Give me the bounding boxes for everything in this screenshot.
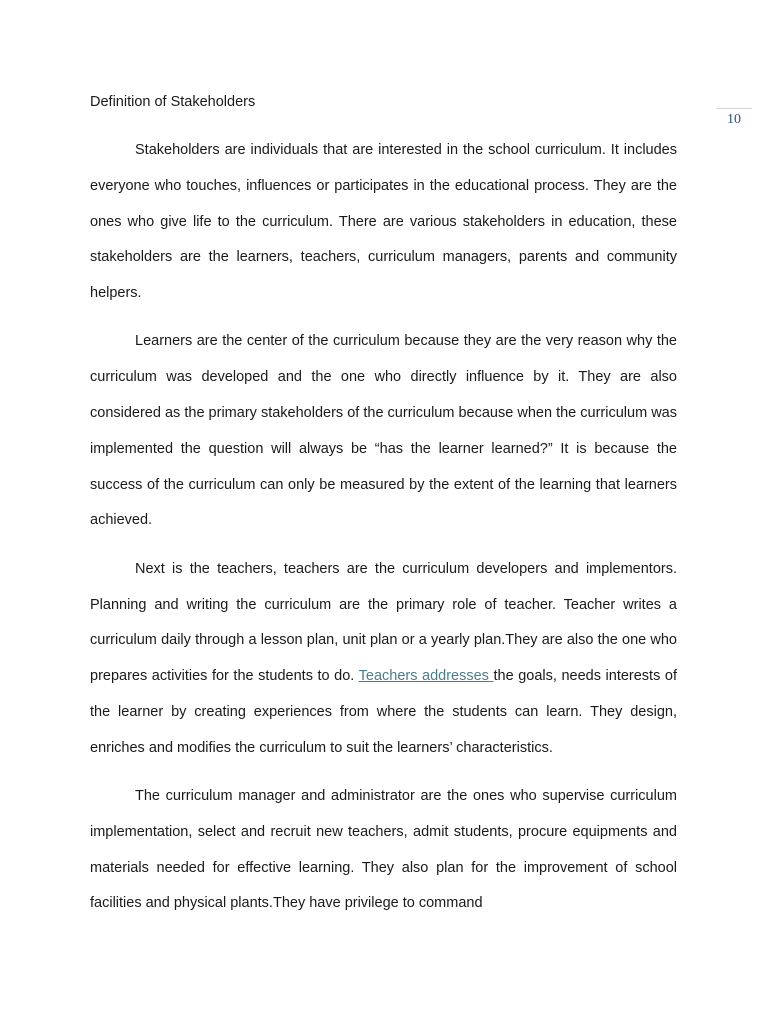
paragraph-teachers bbox=[90, 552, 677, 767]
paragraph-teachers-text-before: Next is the teachers, teachers are the curriculum developers and implementors. Planning and writing the curriculum are the primary role of teacher. Teacher writes a curriculum daily through a lesson plan, unit plan or a yearly plan.They are also the one who prepares activities for the students to do. bbox=[90, 560, 677, 685]
paragraph-teachers-text-after: the goals, needs interests of the learner by creating experiences from where the students can learn. They design, enriches and modifies the curriculum to suit the learners’ characteristics. bbox=[90, 668, 677, 756]
paragraph-curriculum-manager: The curriculum manager and administrator are the ones who supervise curriculum implementation, select and recruit new teachers, admit students, procure equipments and materials needed for effective learning. They also plan for the improvement of school facilities and physical plants.They have privilege to command bbox=[90, 788, 677, 912]
paragraph-stakeholders-intro: Stakeholders are individuals that are interested in the school curriculum. It includes everyone who touches, influences or participates in the educational process. They are the ones who give life to the curriculum. There are various stakeholders in education, these stakeholders are the learners, teachers, curriculum managers, parents and community helpers. bbox=[90, 142, 677, 302]
body-text bbox=[90, 133, 677, 935]
teachers-addresses-link[interactable]: Teachers addresses bbox=[358, 668, 494, 685]
page-number: 10 bbox=[716, 108, 752, 128]
paragraph-learners: Learners are the center of the curriculum because they are the very reason why the curriculum was developed and the one who directly influence by it. They are also considered as the primary stakeholders of the curriculum because when the curriculum was implemented the question will always be “has the learner learned?” It is because the success of the curriculum can only be measured by the extent of the learning that learners achieved. bbox=[90, 333, 677, 529]
section-heading: Definition of Stakeholders bbox=[90, 94, 256, 110]
